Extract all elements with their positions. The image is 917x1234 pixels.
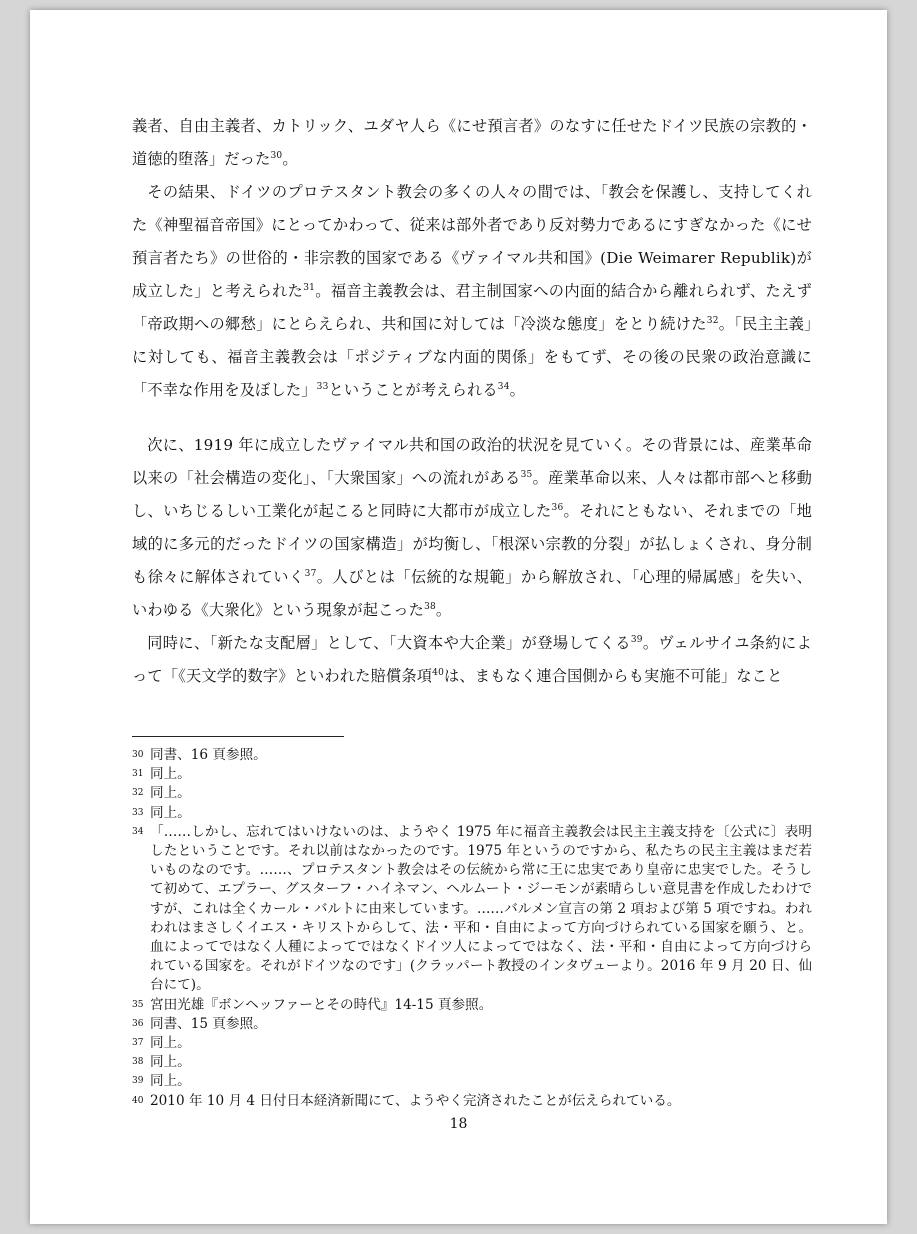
paragraph-text: 同時に、「新たな支配層」として、「大資本や大企業」が登場してくる: [147, 634, 631, 652]
footnote-ref-31[interactable]: 31: [303, 283, 316, 293]
paragraph-2: [132, 176, 812, 407]
footnote-number: 33: [132, 807, 144, 818]
paragraph-text: 。: [435, 601, 452, 619]
footnote-text: 同上。: [150, 785, 191, 802]
footnote-number: 40: [132, 1095, 144, 1106]
paragraph-text: 。: [509, 381, 526, 399]
page-number: 18: [449, 1116, 468, 1132]
paragraph-text: 。産業革命以来、人々は都市部へと移動し、いちじるしい工業化が起こると同時に大都市が成立した: [132, 469, 812, 520]
paragraph-text: 。人びとは「伝統的な規範」から解放され、「心理的帰属感」を失い、いわゆる《大衆化》という現象が起こった: [132, 568, 813, 619]
footnote-number: 35: [132, 999, 144, 1010]
footnote-ref-34[interactable]: 34: [497, 382, 510, 392]
document-page: [30, 10, 887, 1224]
paragraph-text: 。福音主義教会は、君主制国家への内面的結合から離れられず、たえず「帝政期への郷愁」にとらえられ、共和国に対しては「冷淡な態度」をとり続けた: [132, 282, 812, 333]
footnote-ref-37[interactable]: 37: [304, 569, 317, 579]
footnote-ref-40[interactable]: 40: [432, 668, 445, 678]
paragraph-text: 義者、自由主義者、カトリック、ユダヤ人ら《にせ預言者》のなすに任せたドイツ民族の宗教的・道徳的堕落」だった: [132, 117, 812, 168]
footnote-ref-32[interactable]: 32: [706, 316, 719, 326]
paragraph-text: 。「民主主義」に対しても、福音主義教会は「ポジティブな内面的関係」をもてず、その後の民衆の政治意識に「不幸な作用を及ぼした」: [132, 315, 813, 399]
footnote-ref-35[interactable]: 35: [520, 470, 533, 480]
footnote-number: 39: [132, 1076, 144, 1087]
footnotes: [132, 746, 812, 1111]
paragraph-4: [132, 627, 812, 693]
footnote-number: 38: [132, 1057, 144, 1068]
footnote-text: 同書、15 頁参照。: [150, 1015, 267, 1032]
footnote-item: [132, 765, 812, 784]
paragraph-text: 。: [282, 150, 298, 168]
footnote-item: [132, 1034, 812, 1053]
body-text: [132, 110, 812, 693]
footnote-number: 37: [132, 1038, 144, 1049]
footnote-item: [132, 746, 812, 765]
paragraph-text: 。ヴェルサイユ条約によって「《天文学的数字》といわれた賠償条項: [132, 634, 812, 685]
footnote-item: [132, 1092, 812, 1111]
footnote-text: 同上。: [150, 1073, 191, 1090]
footnote-text: 宮田光雄『ボンヘッファーとその時代』14-15 頁参照。: [150, 996, 493, 1013]
footnote-ref-33[interactable]: 33: [316, 382, 329, 392]
paragraph-text: 。それにともない、それまでの「地域的に多元的だったドイツの国家構造」が均衡し、「根深い宗教的分裂」が払しょくされ、身分制も徐々に解体されていく: [132, 502, 812, 586]
footnote-text: 2010 年 10 月 4 日付日本経済新聞にて、ようやく完済されたことが伝えられている。: [150, 1092, 681, 1109]
footnote-number: 31: [132, 769, 144, 780]
paragraph-3: [132, 429, 812, 627]
footnote-item: [132, 1072, 812, 1091]
paragraph-text: 次に、1919 年に成立したヴァイマル共和国の政治的状況を見ていく。その背景には、産業革命以来の「社会構造の変化」、「大衆国家」への流れがある: [132, 436, 812, 487]
footnote-ref-38[interactable]: 38: [424, 602, 436, 612]
paragraph-text: は、まもなく連合国側からも実施不可能」なこと: [444, 667, 783, 685]
footnote-text: 同上。: [150, 804, 191, 821]
footnote-number: 32: [132, 788, 144, 799]
footnote-ref-36[interactable]: 36: [551, 503, 564, 513]
footnote-separator: [132, 736, 344, 737]
footnote-item: [132, 1053, 812, 1072]
footnote-item: [132, 996, 812, 1015]
paragraph-text: ということが考えられる: [328, 381, 498, 399]
footnote-ref-39[interactable]: 39: [630, 635, 643, 645]
footnote-text: 「……しかし、忘れてはいけないのは、ようやく 1975 年に福音主義教会は民主主義支持を〔公式に〕表明したということです。それ以前はなかったのです。1975 年というのですから、私たちの民主主義はまだ若いものなのです。……、プロテスタント教会はその伝統から常に王に忠実であり皇帝に忠実でした。そうして初めて、エプラー、グスターフ・ハイネマン、ヘルムート・ジーモンが素晴らしい意見書を作成したわけですが、これは全くカール・バルトに由来しています。……バルメン宣言の第 2 項および第 5 項ですね。われわれはまさしくイエス・キリストからして、法・平和・自由によって方向づけられている国家を願う、と。血によってではなく人種によってではなくドイツ人によってではなく、法・平和・自由によって方向づけられている国家を。それがドイツなのです」(クラッパート教授のインタヴューより。2016 年 9 月 20 日、仙台にて)。: [150, 823, 813, 994]
paragraph-text: その結果、ドイツのプロテスタント教会の多くの人々の間では、「教会を保護し、支持してくれた《神聖福音帝国》にとってかわって、従来は部外者であり反対勢力であるにすぎなかった《にせ預言者たち》の世俗的・非宗教的国家である《ヴァイマル共和国》(Die Weimarer Republik)が成立した」と考えられた: [132, 183, 812, 300]
footnote-text: 同書、16 頁参照。: [150, 747, 267, 763]
footnote-ref-30[interactable]: 30: [270, 151, 283, 161]
paragraph-1: [132, 110, 812, 176]
footnote-item: [132, 823, 812, 996]
footnote-text: 同上。: [150, 766, 191, 783]
footnote-item: [132, 1015, 812, 1034]
footnote-text: 同上。: [150, 1054, 191, 1071]
footnote-text: 同上。: [150, 1035, 191, 1052]
footnote-number: 36: [132, 1018, 144, 1029]
footnote-item: [132, 804, 812, 823]
footnote-number: 30: [132, 750, 144, 760]
footnote-number: 34: [132, 826, 144, 837]
footnote-item: [132, 784, 812, 803]
